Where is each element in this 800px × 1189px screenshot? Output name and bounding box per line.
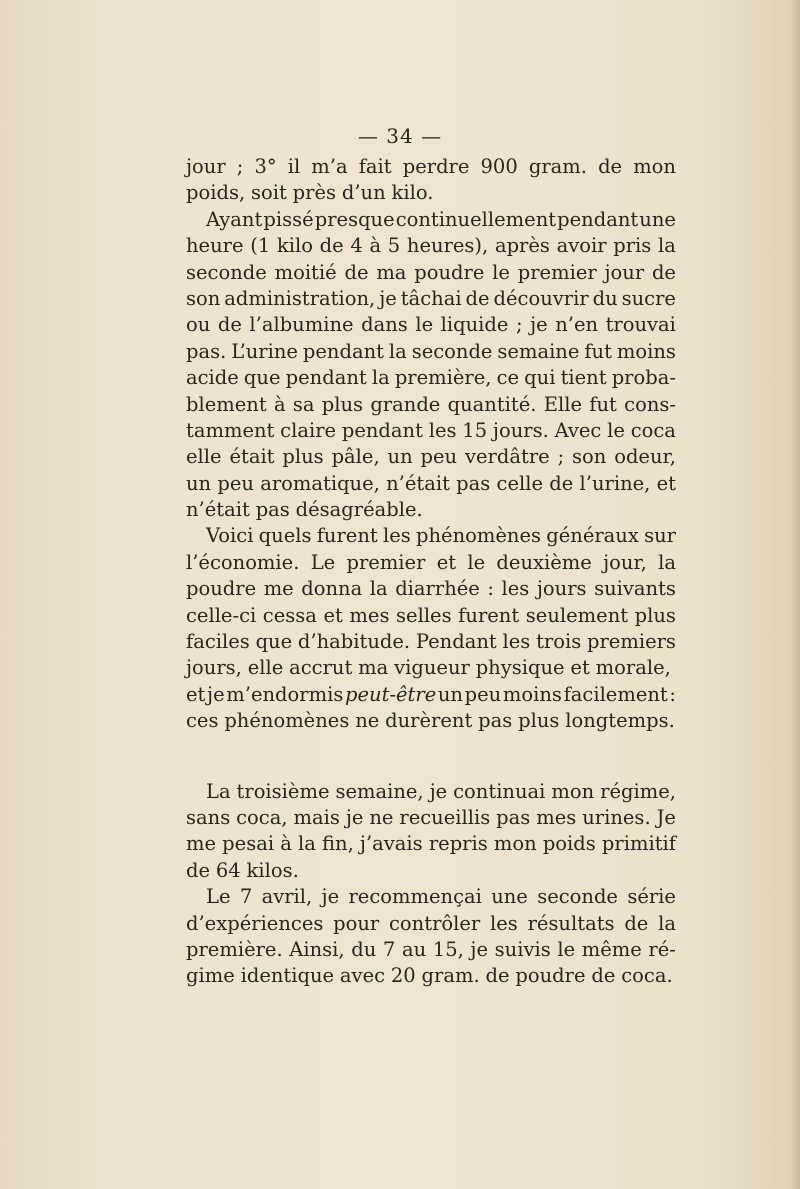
text-line: acide que pendant la première, ce qui tient proba- (186, 366, 676, 390)
text-line: heure (1 kilo de 4 à 5 heures), après avoir pris la (186, 234, 676, 258)
text-line: La troisième semaine, je continuai mon régime, (206, 779, 676, 803)
page-edge-shadow (790, 0, 800, 1189)
body-text (186, 154, 676, 990)
text-line: celle-ci cessa et mes selles furent seulement plus (186, 603, 676, 627)
section-gap (186, 735, 676, 779)
text-line: Le 7 avril, je recommençai une seconde série (206, 885, 676, 909)
text-line: ou de l’albumine dans le liquide ; je n’en trouvai (186, 313, 676, 337)
text-line: un peu aromatique, n’était pas celle de l’urine, et (186, 471, 676, 495)
text-line: blement à sa plus grande quantité. Elle fut cons- (186, 392, 676, 416)
text-line: sans coca, mais je ne recueillis pas mes urines. Je (186, 805, 676, 829)
text-line: n’était pas désagréable. (186, 498, 423, 522)
page-number: — 34 — (357, 124, 443, 148)
text-line: jours, elle accrut ma vigueur physique et morale, (186, 656, 671, 680)
text-line: son administration, je tâchai de découvrir du sucre (186, 286, 676, 310)
text-line: l’économie. Le premier et le deuxième jour, la (186, 550, 676, 574)
text-line: Ayant pissé presque continuellement pendant une (206, 207, 676, 231)
text-line: Voici quels furent les phénomènes généraux sur (206, 524, 676, 548)
text-line: première. Ainsi, du 7 au 15, je suivis le même ré- (186, 937, 676, 961)
text-line: faciles que d’habitude. Pendant les trois premiers (186, 630, 676, 654)
text-line: poids, soit près d’un kilo. (186, 181, 434, 205)
text-line: elle était plus pâle, un peu verdâtre ; son odeur, (186, 445, 676, 469)
text-line: et je m’endormis peut-être un peu moins facilement : (186, 682, 676, 706)
text-line: tamment claire pendant les 15 jours. Avec le coca (186, 418, 676, 442)
text-line: jour ; 3° il m’a fait perdre 900 gram. de mon (186, 155, 676, 178)
text-line: pas. L’urine pendant la seconde semaine fut moins (186, 339, 676, 363)
text-line: de 64 kilos. (186, 858, 299, 882)
text-line: ces phénomènes ne durèrent pas plus longtemps. (186, 709, 675, 733)
text-line: poudre me donna la diarrhée : les jours suivants (186, 577, 676, 601)
text-line: d’expériences pour contrôler les résultats de la (186, 911, 676, 935)
text-line: seconde moitié de ma poudre le premier jour de (186, 260, 676, 284)
text-line: gime identique avec 20 gram. de poudre de coca. (186, 964, 673, 988)
text-line: me pesai à la fin, j’avais repris mon poids primitif (186, 832, 676, 856)
text-container (186, 154, 676, 990)
